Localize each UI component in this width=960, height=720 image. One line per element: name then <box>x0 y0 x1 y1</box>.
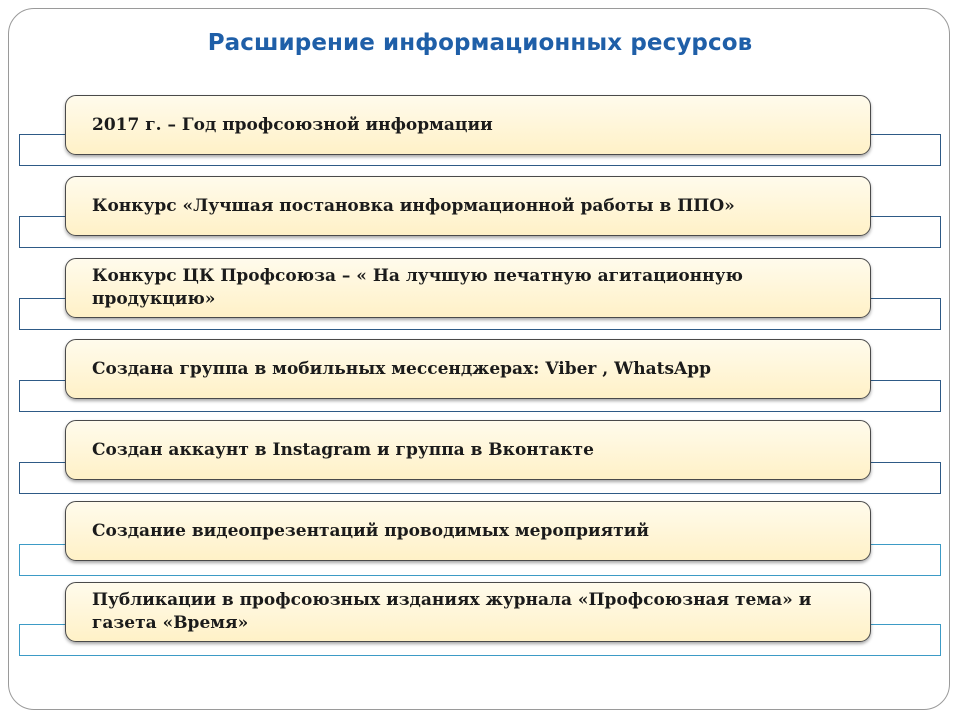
list-item <box>65 339 871 399</box>
slide-title: Расширение информационных ресурсов <box>207 30 753 56</box>
list-item-text: 2017 г. – Год профсоюзной информации <box>92 114 493 135</box>
list-item <box>65 420 871 480</box>
list-item <box>65 501 871 561</box>
list-item-text: Конкурс ЦК Профсоюза – « На лучшую печатную агитационную продукцию» <box>92 266 743 309</box>
list-item-text: Создание видеопрезентаций проводимых мероприятий <box>92 520 649 541</box>
list-item-text: Создана группа в мобильных мессенджерах: Viber , WhatsApp <box>92 358 711 379</box>
list-item <box>65 176 871 236</box>
list-item <box>65 258 871 318</box>
list-item-text: Публикации в профсоюзных изданиях журнала «Профсоюзная тема» и газета «Время» <box>92 590 812 633</box>
list-item <box>65 95 871 155</box>
list-item-text: Конкурс «Лучшая постановка информационной работы в ППО» <box>92 195 735 216</box>
list-item <box>65 582 871 642</box>
list-item-text: Создан аккаунт в Instagram и группа в Вконтакте <box>92 439 594 460</box>
